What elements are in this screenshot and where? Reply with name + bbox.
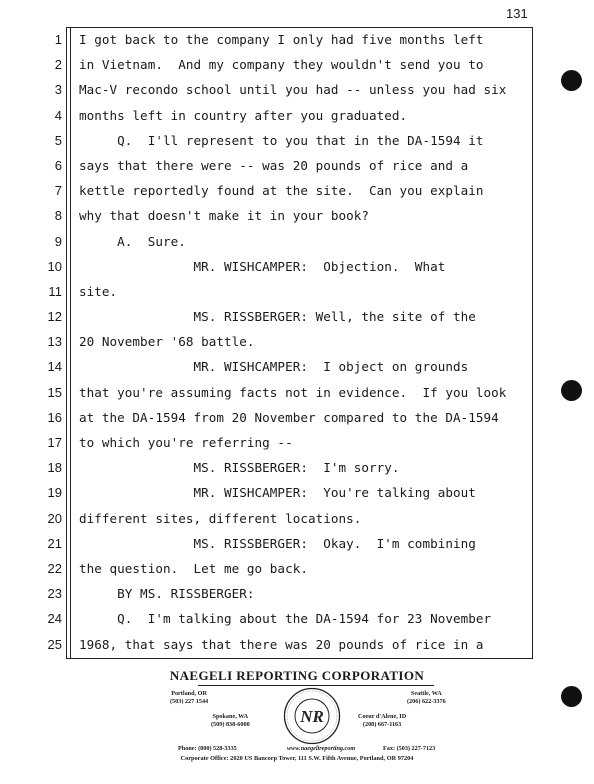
company-seal-icon — [283, 687, 341, 745]
line-text: 1968, that says that there was 20 pounds of rice in a — [79, 636, 484, 652]
line-number: 21 — [47, 535, 62, 551]
transcript-line — [0, 279, 594, 304]
office-phone: (206) 622-3376 — [407, 698, 446, 705]
line-number: 6 — [54, 157, 62, 173]
contact-website: www.naegelireporting.com — [287, 745, 356, 752]
transcript-line — [0, 77, 594, 102]
office-city: Portland, OR — [171, 690, 207, 697]
transcript-line — [0, 455, 594, 480]
line-text: that you're assuming facts not in evidence. If you look — [79, 384, 507, 400]
line-text: months left in country after you graduated. — [79, 107, 408, 123]
transcript-line — [0, 52, 594, 77]
transcript-line — [0, 103, 594, 128]
line-text: kettle reportedly found at the site. Can you explain — [79, 183, 484, 199]
transcript-line — [0, 178, 594, 203]
binder-hole-top — [561, 70, 582, 91]
line-number: 16 — [47, 409, 62, 425]
line-number: 24 — [47, 611, 62, 627]
transcript-line — [0, 354, 594, 379]
transcript-line — [0, 606, 594, 631]
transcript-line — [0, 430, 594, 455]
transcript-line — [0, 203, 594, 228]
transcript-line — [0, 153, 594, 178]
line-number: 20 — [47, 510, 62, 526]
transcript-line — [0, 531, 594, 556]
line-number: 15 — [47, 384, 62, 400]
line-text: Q. I'll represent to you that in the DA-1594 it — [79, 132, 484, 148]
office-phone: (503) 227 1544 — [170, 698, 209, 705]
company-name: NAEGELI REPORTING CORPORATION — [169, 668, 425, 683]
line-number: 4 — [54, 107, 62, 123]
line-text: MR. WISHCAMPER: Objection. What — [79, 258, 446, 274]
line-number: 2 — [54, 57, 62, 73]
footer-rule — [198, 685, 434, 686]
line-number: 10 — [47, 258, 62, 274]
line-number: 25 — [47, 636, 62, 652]
line-text: MR. WISHCAMPER: I object on grounds — [79, 359, 469, 375]
binder-hole-middle — [561, 380, 582, 401]
office-city: Seattle, WA — [410, 690, 442, 697]
office-spokane — [211, 713, 250, 729]
transcript-line — [0, 27, 594, 52]
line-number: 18 — [47, 460, 62, 476]
line-text: MS. RISSBERGER: Well, the site of the — [79, 309, 476, 325]
line-text: the question. Let me go back. — [79, 560, 308, 576]
line-text: MS. RISSBERGER: I'm sorry. — [79, 460, 400, 476]
line-number: 8 — [54, 208, 62, 224]
page-number: 131 — [506, 6, 528, 21]
transcript-line — [0, 632, 594, 657]
line-number: 7 — [54, 183, 62, 199]
line-text: site. — [79, 283, 118, 299]
contact-fax: Fax: (503) 227-7123 — [383, 745, 436, 752]
line-number: 3 — [54, 82, 62, 98]
transcript-lines — [0, 27, 594, 657]
line-number: 1 — [54, 32, 62, 47]
line-number: 17 — [47, 435, 62, 450]
line-text: Mac-V recondo school until you had -- unless you had six — [79, 82, 507, 98]
line-number: 13 — [47, 334, 62, 350]
line-text: MS. RISSBERGER: Okay. I'm combining — [79, 535, 476, 551]
line-number: 14 — [47, 359, 62, 375]
line-text: A. Sure. — [79, 233, 186, 249]
line-text: in Vietnam. And my company they wouldn't send you to — [79, 57, 484, 73]
transcript-line — [0, 329, 594, 354]
reporter-footer — [0, 668, 594, 784]
transcript-line — [0, 380, 594, 405]
office-coeur-dalene — [358, 713, 406, 729]
transcript-line — [0, 556, 594, 581]
office-phone: (509) 838-6000 — [211, 721, 250, 728]
line-text: 20 November '68 battle. — [79, 334, 255, 350]
line-text: why that doesn't make it in your book? — [79, 208, 370, 224]
office-portland — [170, 690, 208, 706]
line-number: 5 — [54, 132, 62, 148]
transcript-line — [0, 254, 594, 279]
transcript-line — [0, 405, 594, 430]
line-text: to which you're referring -- — [79, 435, 293, 450]
office-seattle — [407, 690, 446, 706]
line-number: 23 — [47, 586, 62, 602]
transcript-line — [0, 304, 594, 329]
line-number: 11 — [48, 283, 62, 299]
corporate-address: Corporate Office: 2020 US Bancorp Tower, 111 S.W. Fifth Avenue, Portland, OR 97204 — [180, 755, 414, 762]
office-city: Coeur d'Alene, ID — [358, 713, 407, 720]
line-number: 22 — [47, 560, 62, 576]
transcript-line — [0, 581, 594, 606]
transcript-line — [0, 229, 594, 254]
line-number: 19 — [47, 485, 62, 501]
office-phone: (208) 667-1163 — [362, 721, 402, 728]
line-text: I got back to the company I only had five months left — [79, 32, 484, 47]
line-number: 9 — [54, 233, 62, 249]
office-city: Spokane, WA — [212, 713, 249, 720]
transcript-line — [0, 480, 594, 505]
transcript-line — [0, 128, 594, 153]
line-text: MR. WISHCAMPER: You're talking about — [79, 485, 476, 501]
contact-phone: Phone: (800) 528-3335 — [178, 745, 237, 752]
line-text: says that there were -- was 20 pounds of rice and a — [79, 157, 469, 173]
line-text: different sites, different locations. — [79, 510, 362, 526]
transcript-line — [0, 506, 594, 531]
line-text: BY MS. RISSBERGER: — [79, 586, 255, 602]
line-text: at the DA-1594 from 20 November compared to the DA-1594 — [79, 409, 499, 425]
line-text: Q. I'm talking about the DA-1594 for 23 November — [79, 611, 492, 627]
seal-monogram: NR — [300, 707, 324, 726]
line-number: 12 — [47, 309, 62, 325]
